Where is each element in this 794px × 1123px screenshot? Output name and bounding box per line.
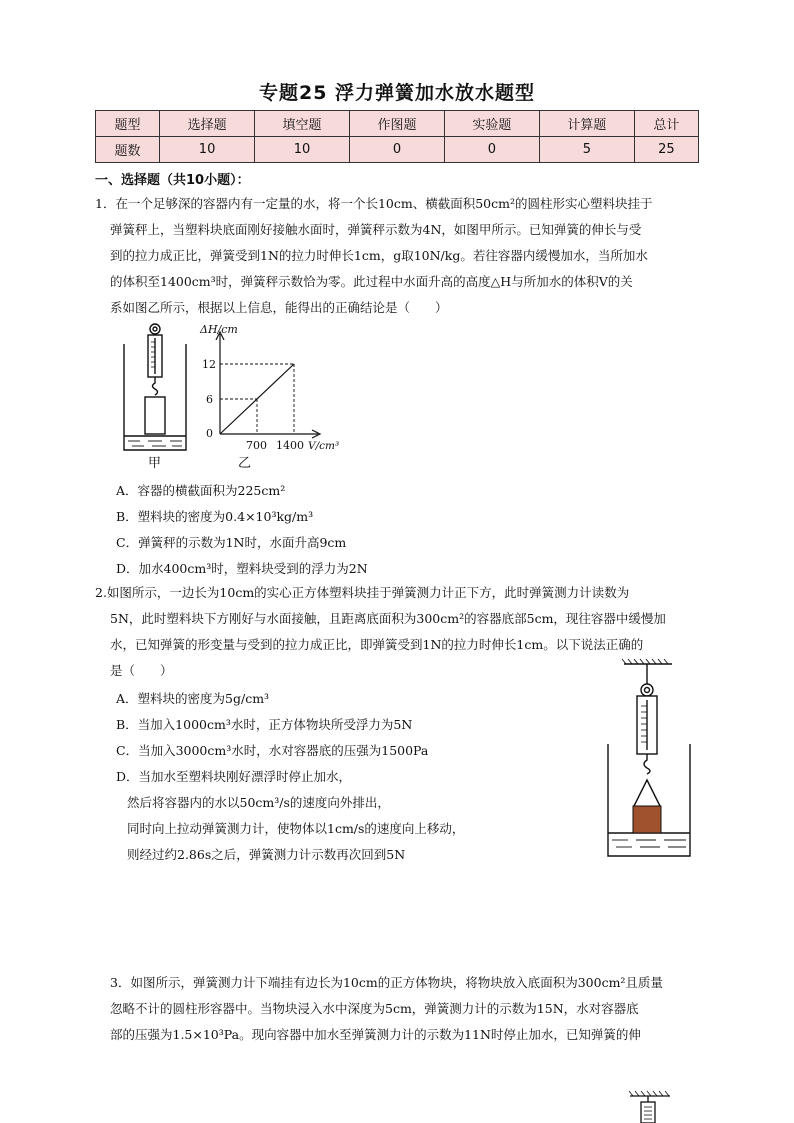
summary-value-cell: 题数 (96, 137, 160, 163)
q1-graph-xtick: 700 (246, 439, 267, 452)
q2-line: 水，已知弹簧的形变量与受到的拉力成正比，即弹簧受到1N的拉力时伸长1cm。以下说法正确的 (110, 637, 644, 652)
q2-option-d: D．当加水至塑料块刚好漂浮时停止加水， (116, 769, 352, 784)
q1-option-a: A．容器的横截面积为225cm² (116, 483, 286, 498)
q1-graph-xtick: 1400 (276, 439, 304, 452)
summary-value-cell: 10 (255, 137, 350, 163)
q1-graph-ytick: 12 (202, 358, 216, 371)
summary-header-cell: 选择题 (160, 111, 255, 137)
plastic-block (633, 806, 661, 833)
q1-line: 的体积至1400cm³时，弹簧秤示数恰为零。此过程中水面升高的高度△H与所加水的体积V的关 (110, 274, 633, 289)
page-title: 专题25 浮力弹簧加水放水题型 (258, 82, 536, 104)
q2-option-c: C．当加入3000cm³水时，水对容器底的压强为1500Pa (116, 743, 429, 758)
q1-option-d: D．加水400cm³时，塑料块受到的浮力为2N (116, 561, 368, 576)
summary-value-cell: 25 (634, 137, 698, 163)
q1-option-b: B．塑料块的密度为0.4×10³kg/m³ (116, 509, 314, 524)
q3-line: 部的压强为1.5×10³Pa。现向容器中加水至弹簧测力计的示数为11N时停止加水，已知弹簧的伸 (110, 1027, 641, 1042)
q2-line: 5N，此时塑料块下方刚好与水面接触，且距离底面积为300cm²的容器底部5cm，现往容器中缓慢加 (110, 611, 666, 626)
q2-option-a: A．塑料块的密度为5g/cm³ (116, 691, 270, 706)
summary-header-cell: 作图题 (350, 111, 445, 137)
q3-line: 忽略不计的圆柱形容器中。当物块浸入水中深度为5cm，弹簧测力计的示数为15N，水对容器底 (110, 1001, 639, 1016)
summary-value-row (96, 137, 699, 163)
q1-line: 弹簧秤上，当塑料块底面刚好接触水面时，弹簧秤示数为4N，如图甲所示。已知弹簧的伸长与受 (110, 222, 642, 237)
q2-option-d-cont: 同时向上拉动弹簧测力计，使物体以1cm/s的速度向上移动， (127, 821, 465, 836)
q2-line: 2.如图所示，一边长为10cm的实心正方体塑料块挂于弹簧测力计正下方，此时弹簧测力计读数为 (95, 585, 630, 600)
q1-line: 1．在一个足够深的容器内有一定量的水，将一个长10cm、横截面积50cm²的圆柱形实心塑料块挂于 (95, 196, 653, 211)
q1-line: 到的拉力成正比，弹簧受到1N的拉力时伸长1cm，g取10N/kg。若往容器内缓慢加水，当所加水 (110, 248, 648, 263)
q3-figure (626, 1090, 676, 1123)
q1-option-c: C．弹簧秤的示数为1N时，水面升高9cm (116, 535, 347, 550)
summary-header-cell: 填空题 (255, 111, 350, 137)
q1-graph-ytick: 0 (206, 427, 213, 440)
section-heading: 一、选择题（共10小题）： (95, 173, 250, 188)
summary-header-cell: 题型 (96, 111, 160, 137)
q1-figure-jia (118, 322, 198, 472)
q1-figure-yi (198, 322, 358, 472)
summary-header-cell: 总计 (634, 111, 698, 137)
q2-line: 是（ ） (110, 663, 173, 678)
q1-graph-xlabel: V/cm³ (308, 440, 340, 452)
q2-option-d-cont: 则经过约2.86s之后，弹簧测力计示数再次回到5N (127, 847, 406, 862)
summary-header-cell: 实验题 (444, 111, 539, 137)
q1-graph-ytick: 6 (206, 393, 213, 406)
summary-value-cell: 5 (539, 137, 634, 163)
q2-option-d-cont: 然后将容器内的水以50cm³/s的速度向外排出， (127, 795, 390, 810)
summary-value-cell: 0 (350, 137, 445, 163)
q1-line: 系如图乙所示，根据以上信息，能得出的正确结论是（ ） (110, 300, 448, 315)
q1-graph-ylabel: ΔH/cm (200, 323, 238, 336)
summary-header-cell: 计算题 (539, 111, 634, 137)
q1-figure-jia-label: 甲 (148, 456, 162, 471)
q2-figure (600, 658, 700, 863)
q1-figure-yi-label: 乙 (238, 456, 252, 471)
summary-table (95, 110, 699, 163)
q2-option-b: B．当加入1000cm³水时，正方体物块所受浮力为5N (116, 717, 413, 732)
summary-value-cell: 10 (160, 137, 255, 163)
summary-header-row (96, 111, 699, 137)
q3-line: 3．如图所示，弹簧测力计下端挂有边长为10cm的正方体物块，将物块放入底面积为300cm²且质量 (110, 975, 663, 990)
summary-value-cell: 0 (444, 137, 539, 163)
